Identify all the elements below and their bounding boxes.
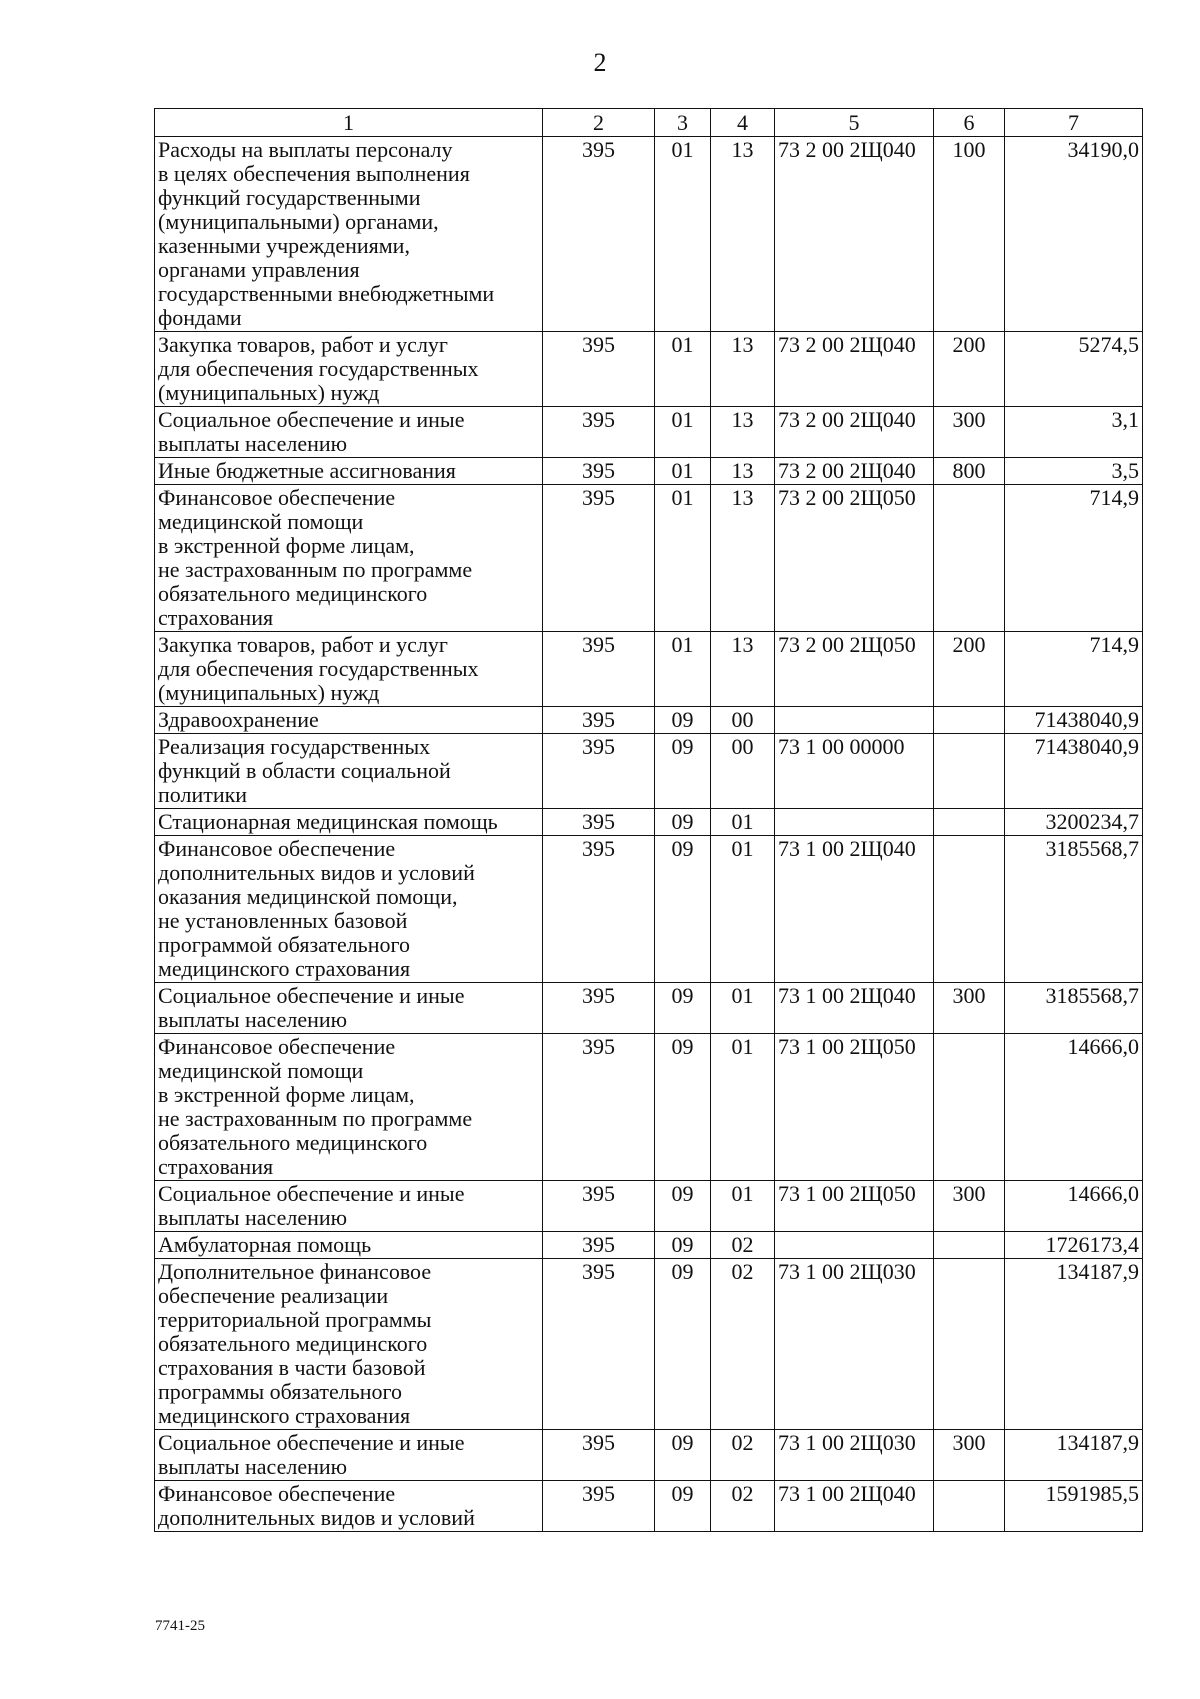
row-expense-type [934,485,1005,632]
row-expense-type [934,707,1005,734]
row-target-article: 73 1 00 2Щ040 [775,983,934,1034]
page-number: 2 [593,48,607,77]
row-expense-type [934,734,1005,809]
row-section: 01 [655,137,711,332]
row-amount: 1591985,5 [1005,1481,1143,1532]
row-subsection: 02 [711,1481,775,1532]
table-row [155,458,1143,485]
row-section: 09 [655,1232,711,1259]
row-target-article: 73 1 00 00000 [775,734,934,809]
row-expense-type: 300 [934,983,1005,1034]
row-section: 09 [655,836,711,983]
row-section: 09 [655,983,711,1034]
row-admin-code: 395 [543,983,655,1034]
row-name: Расходы на выплаты персоналу в целях обеспечения выполнения функций государственными (муниципальными) органами, казенными учреждениями, органами управления государственными внебюджетными фондами [155,137,543,332]
row-target-article: 73 1 00 2Щ050 [775,1181,934,1232]
row-subsection: 13 [711,332,775,407]
row-admin-code: 395 [543,734,655,809]
row-subsection: 13 [711,632,775,707]
row-name: Социальное обеспечение и иные выплаты населению [155,1181,543,1232]
table-row [155,1259,1143,1430]
row-amount: 14666,0 [1005,1181,1143,1232]
row-amount: 714,9 [1005,485,1143,632]
row-subsection: 13 [711,407,775,458]
row-expense-type: 300 [934,1430,1005,1481]
row-name: Амбулаторная помощь [155,1232,543,1259]
row-expense-type [934,809,1005,836]
row-name: Закупка товаров, работ и услуг для обеспечения государственных (муниципальных) нужд [155,332,543,407]
row-admin-code: 395 [543,137,655,332]
table-row [155,1481,1143,1532]
header-row [155,109,1143,137]
row-amount: 134187,9 [1005,1430,1143,1481]
row-name: Финансовое обеспечение медицинской помощи в экстренной форме лицам, не застрахованным по программе обязательного медицинского страхования [155,485,543,632]
row-admin-code: 395 [543,407,655,458]
row-target-article: 73 1 00 2Щ030 [775,1259,934,1430]
row-expense-type: 300 [934,1181,1005,1232]
row-section: 01 [655,458,711,485]
row-amount: 71438040,9 [1005,734,1143,809]
row-expense-type: 100 [934,137,1005,332]
document-code: 7741-25 [155,1618,205,1634]
row-amount: 3200234,7 [1005,809,1143,836]
row-name: Здравоохранение [155,707,543,734]
row-admin-code: 395 [543,1034,655,1181]
header-col-5: 5 [775,109,934,137]
row-target-article: 73 2 00 2Щ040 [775,407,934,458]
row-admin-code: 395 [543,485,655,632]
row-admin-code: 395 [543,332,655,407]
row-section: 09 [655,707,711,734]
row-target-article [775,809,934,836]
row-target-article [775,1232,934,1259]
row-section: 09 [655,1481,711,1532]
row-expense-type [934,836,1005,983]
header-col-1: 1 [155,109,543,137]
table-row [155,1430,1143,1481]
row-section: 01 [655,407,711,458]
table-row [155,1034,1143,1181]
row-admin-code: 395 [543,1259,655,1430]
row-target-article: 73 2 00 2Щ040 [775,332,934,407]
row-admin-code: 395 [543,1430,655,1481]
row-section: 09 [655,1259,711,1430]
budget-table [154,108,1143,1532]
row-expense-type: 200 [934,332,1005,407]
row-name: Дополнительное финансовое обеспечение реализации территориальной программы обязательного медицинского страхования в части базовой программы обязательного медицинского страхования [155,1259,543,1430]
table-row [155,332,1143,407]
row-expense-type [934,1481,1005,1532]
row-amount: 3185568,7 [1005,983,1143,1034]
row-admin-code: 395 [543,1481,655,1532]
row-subsection: 02 [711,1259,775,1430]
row-section: 01 [655,632,711,707]
table-row [155,407,1143,458]
row-name: Финансовое обеспечение дополнительных видов и условий [155,1481,543,1532]
row-section: 01 [655,485,711,632]
row-target-article: 73 1 00 2Щ050 [775,1034,934,1181]
row-name: Стационарная медицинская помощь [155,809,543,836]
row-amount: 3,1 [1005,407,1143,458]
row-amount: 1726173,4 [1005,1232,1143,1259]
table-row [155,983,1143,1034]
table-row [155,734,1143,809]
row-target-article [775,707,934,734]
table-row [155,809,1143,836]
row-name: Реализация государственных функций в области социальной политики [155,734,543,809]
row-subsection: 13 [711,485,775,632]
row-amount: 71438040,9 [1005,707,1143,734]
row-subsection: 01 [711,809,775,836]
row-name: Социальное обеспечение и иные выплаты населению [155,983,543,1034]
row-admin-code: 395 [543,458,655,485]
row-section: 09 [655,1430,711,1481]
table-row [155,1181,1143,1232]
row-name: Иные бюджетные ассигнования [155,458,543,485]
row-admin-code: 395 [543,707,655,734]
table-row [155,485,1143,632]
row-section: 01 [655,332,711,407]
header-col-2: 2 [543,109,655,137]
row-expense-type [934,1232,1005,1259]
row-subsection: 01 [711,983,775,1034]
row-name: Закупка товаров, работ и услуг для обеспечения государственных (муниципальных) нужд [155,632,543,707]
row-amount: 134187,9 [1005,1259,1143,1430]
row-name: Социальное обеспечение и иные выплаты населению [155,1430,543,1481]
row-name: Финансовое обеспечение медицинской помощи в экстренной форме лицам, не застрахованным по программе обязательного медицинского страхования [155,1034,543,1181]
row-admin-code: 395 [543,809,655,836]
row-section: 09 [655,1034,711,1181]
row-subsection: 13 [711,458,775,485]
row-target-article: 73 2 00 2Щ040 [775,458,934,485]
table-row [155,1232,1143,1259]
row-amount: 5274,5 [1005,332,1143,407]
table-row [155,707,1143,734]
table-row [155,632,1143,707]
table-row [155,836,1143,983]
row-subsection: 01 [711,1034,775,1181]
row-amount: 34190,0 [1005,137,1143,332]
header-col-3: 3 [655,109,711,137]
row-section: 09 [655,809,711,836]
header-col-6: 6 [934,109,1005,137]
row-admin-code: 395 [543,1181,655,1232]
row-amount: 14666,0 [1005,1034,1143,1181]
row-section: 09 [655,734,711,809]
row-expense-type: 200 [934,632,1005,707]
row-admin-code: 395 [543,836,655,983]
table-row [155,137,1143,332]
row-expense-type: 300 [934,407,1005,458]
row-name: Социальное обеспечение и иные выплаты населению [155,407,543,458]
row-expense-type: 800 [934,458,1005,485]
row-target-article: 73 2 00 2Щ050 [775,632,934,707]
row-target-article: 73 2 00 2Щ050 [775,485,934,632]
row-subsection: 02 [711,1430,775,1481]
row-target-article: 73 1 00 2Щ030 [775,1430,934,1481]
row-name: Финансовое обеспечение дополнительных видов и условий оказания медицинской помощи, не установленных базовой программой обязательного медицинского страхования [155,836,543,983]
row-subsection: 00 [711,707,775,734]
header-col-4: 4 [711,109,775,137]
row-target-article: 73 2 00 2Щ040 [775,137,934,332]
row-expense-type [934,1259,1005,1430]
row-target-article: 73 1 00 2Щ040 [775,1481,934,1532]
row-amount: 3,5 [1005,458,1143,485]
row-admin-code: 395 [543,1232,655,1259]
row-expense-type [934,1034,1005,1181]
row-admin-code: 395 [543,632,655,707]
row-amount: 3185568,7 [1005,836,1143,983]
row-subsection: 02 [711,1232,775,1259]
row-subsection: 01 [711,836,775,983]
row-subsection: 00 [711,734,775,809]
row-section: 09 [655,1181,711,1232]
row-subsection: 13 [711,137,775,332]
row-subsection: 01 [711,1181,775,1232]
row-target-article: 73 1 00 2Щ040 [775,836,934,983]
header-col-7: 7 [1005,109,1143,137]
row-amount: 714,9 [1005,632,1143,707]
